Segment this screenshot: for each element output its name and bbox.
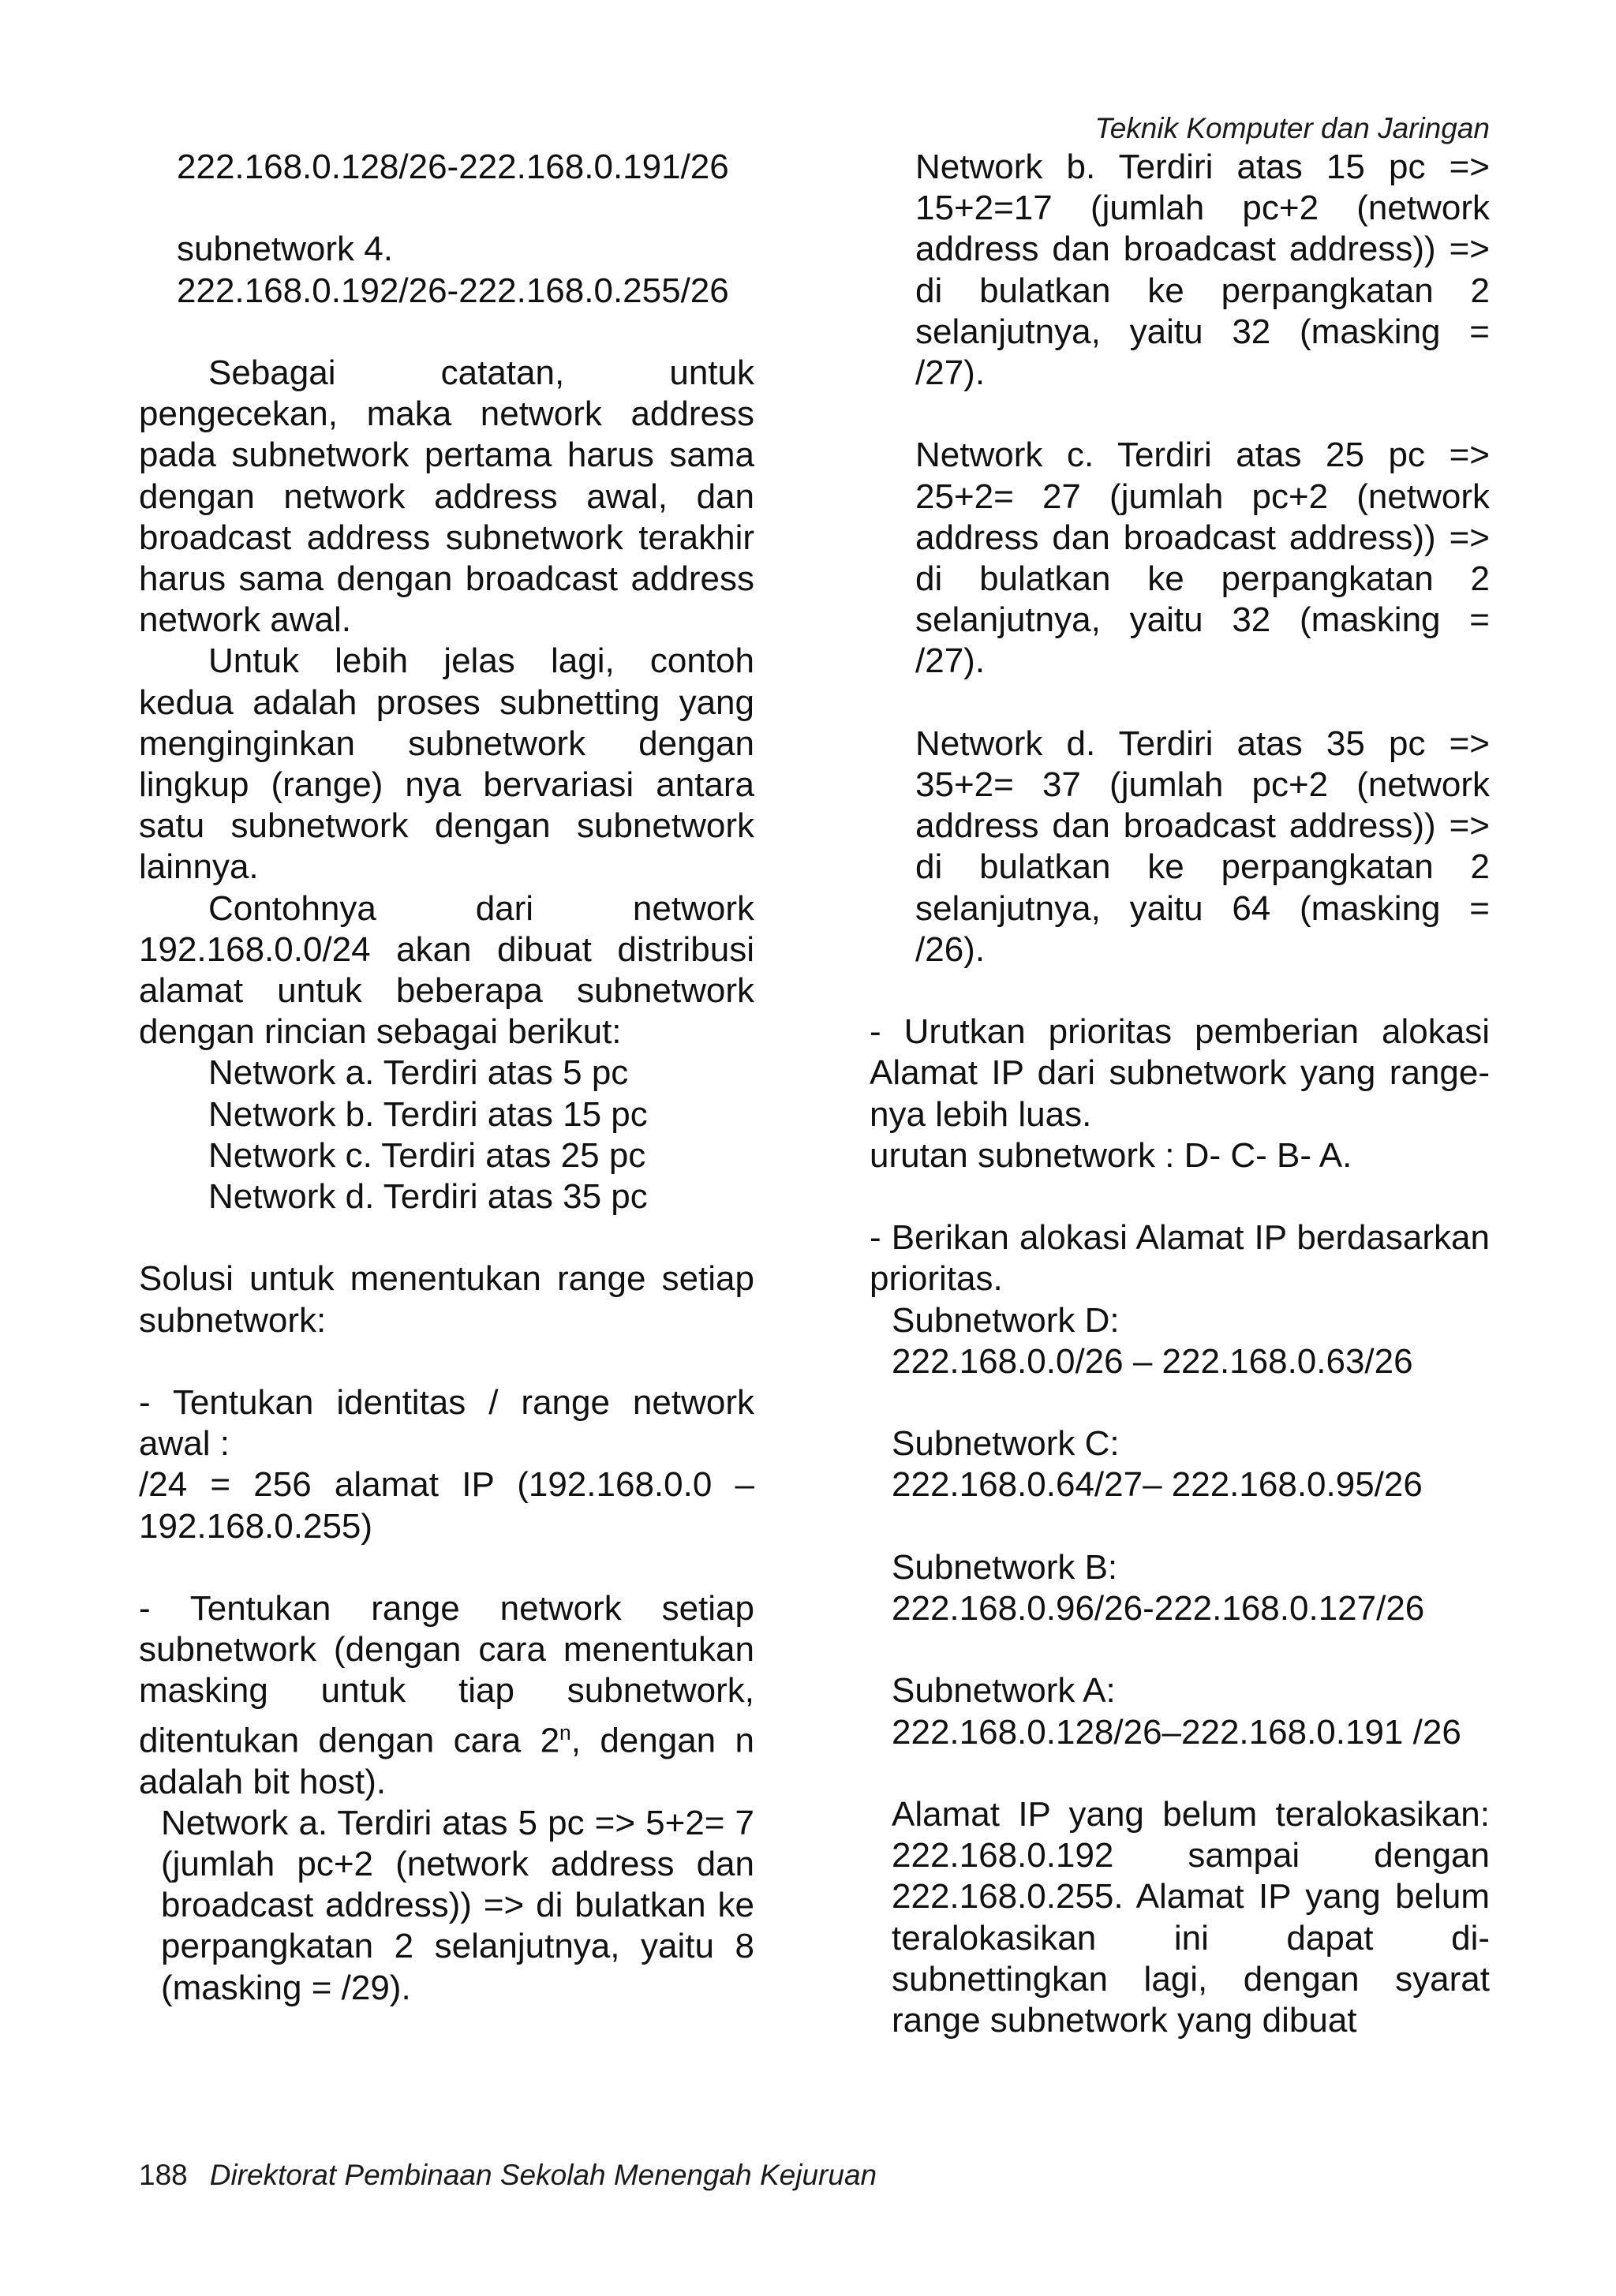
network-list-item: Network c. Terdiri atas 25 pc — [208, 1135, 646, 1175]
step-2-text-a: - Tentukan range network setiap subnetwork (dengan cara menentukan masking untuk tiap subnetwork, ditentukan dengan cara 2 — [139, 1589, 754, 1760]
exponent-n: n — [559, 1720, 571, 1744]
step-2 — [139, 1588, 754, 1803]
subnet-a-range: 222.168.0.128/26–222.168.0.191 /26 — [892, 1712, 1461, 1752]
left-column — [139, 147, 754, 2009]
network-c-calculation: Network c. Terdiri atas 25 pc => 25+2= 27 (jumlah pc+2 (network address dan broadcast address)) => di bulatkan ke perpangkatan 2 selanjutnya, yaitu 32 (masking = /27). — [915, 436, 1490, 681]
subnet-b-label: Subnetwork B: — [892, 1547, 1118, 1587]
subnet-order: urutan subnetwork : D- C- B- A. — [870, 1135, 1352, 1175]
network-a-calculation: Network a. Terdiri atas 5 pc => 5+2= 7 (jumlah pc+2 (network address dan broadcast address)) => di bulatkan ke perpangkatan 2 selanjutnya, yaitu 8 (masking = /29). — [161, 1803, 754, 2007]
network-b-calculation: Network b. Terdiri atas 15 pc => 15+2=17 (jumlah pc+2 (network address dan broadcast address)) => di bulatkan ke perpangkatan 2 selanjutnya, yaitu 32 (masking = /27). — [915, 148, 1490, 393]
subnetwork-4-range: 222.168.0.192/26-222.168.0.255/26 — [177, 271, 729, 310]
network-list-item: Network b. Terdiri atas 15 pc — [208, 1094, 648, 1134]
network-list-item: Network d. Terdiri atas 35 pc — [208, 1177, 648, 1217]
subnetwork-4-label: subnetwork 4. — [177, 230, 393, 269]
unallocated-paragraph: Alamat IP yang belum teralokasikan: 222.168.0.192 sampai dengan 222.168.0.255. Alamat IP yang belum teralokasikan ini dapat di-subnettingkan lagi, dengan syarat range subnetwork yang dibuat — [892, 1795, 1490, 2040]
publisher-name: Direktorat Pembinaan Sekolah Menengah Kejuruan — [209, 2159, 877, 2191]
network-list-item: Network a. Terdiri atas 5 pc — [208, 1053, 629, 1093]
example-paragraph: Untuk lebih jelas lagi, contoh kedua adalah proses subnetting yang menginginkan subnetwork dengan lingkup (range) nya bervariasi antara satu subnetwork dengan subnetwork lainnya. — [139, 641, 754, 887]
network-d-calculation: Network d. Terdiri atas 35 pc => 35+2= 37 (jumlah pc+2 (network address dan broadcast address)) => di bulatkan ke perpangkatan 2 selanjutnya, yaitu 64 (masking = /26). — [915, 724, 1490, 969]
step-1-detail: /24 = 256 alamat IP (192.168.0.0 – 192.168.0.255) — [139, 1465, 754, 1546]
note-paragraph: Sebagai catatan, untuk pengecekan, maka network address pada subnetwork pertama harus sama dengan network address awal, dan broadcast address subnetwork terakhir harus sama dengan broadcast address network awal. — [139, 353, 754, 640]
running-header: Teknik Komputer dan Jaringan — [1094, 112, 1490, 144]
subnetwork-3-range: 222.168.0.128/26-222.168.0.191/26 — [177, 148, 729, 186]
subnet-d-label: Subnetwork D: — [892, 1300, 1120, 1340]
contoh-paragraph: Contohnya dari network 192.168.0.0/24 akan dibuat distribusi alamat untuk beberapa subnetwork dengan rincian sebagai berikut: — [139, 888, 754, 1052]
step-1: - Tentukan identitas / range network awal : — [139, 1383, 754, 1464]
subnet-b-range: 222.168.0.96/26-222.168.0.127/26 — [892, 1589, 1425, 1629]
subnet-d-range: 222.168.0.0/26 – 222.168.0.63/26 — [892, 1341, 1413, 1381]
subnet-a-label: Subnetwork A: — [892, 1671, 1116, 1711]
solution-heading: Solusi untuk menentukan range setiap subnetwork: — [139, 1259, 754, 1340]
page-footer — [139, 2159, 877, 2192]
right-column — [870, 147, 1490, 2041]
step-2-text-b: , dengan n adalah bit host). — [139, 1721, 754, 1801]
priority-paragraph: - Urutkan prioritas pemberian alokasi Alamat IP dari subnetwork yang range-nya lebih luas. — [870, 1012, 1490, 1134]
subnet-c-range: 222.168.0.64/27– 222.168.0.95/26 — [892, 1465, 1423, 1505]
subnet-c-label: Subnetwork C: — [892, 1424, 1120, 1464]
page-number: 188 — [139, 2159, 188, 2191]
allocation-paragraph: - Berikan alokasi Alamat IP berdasarkan prioritas. — [870, 1218, 1490, 1299]
